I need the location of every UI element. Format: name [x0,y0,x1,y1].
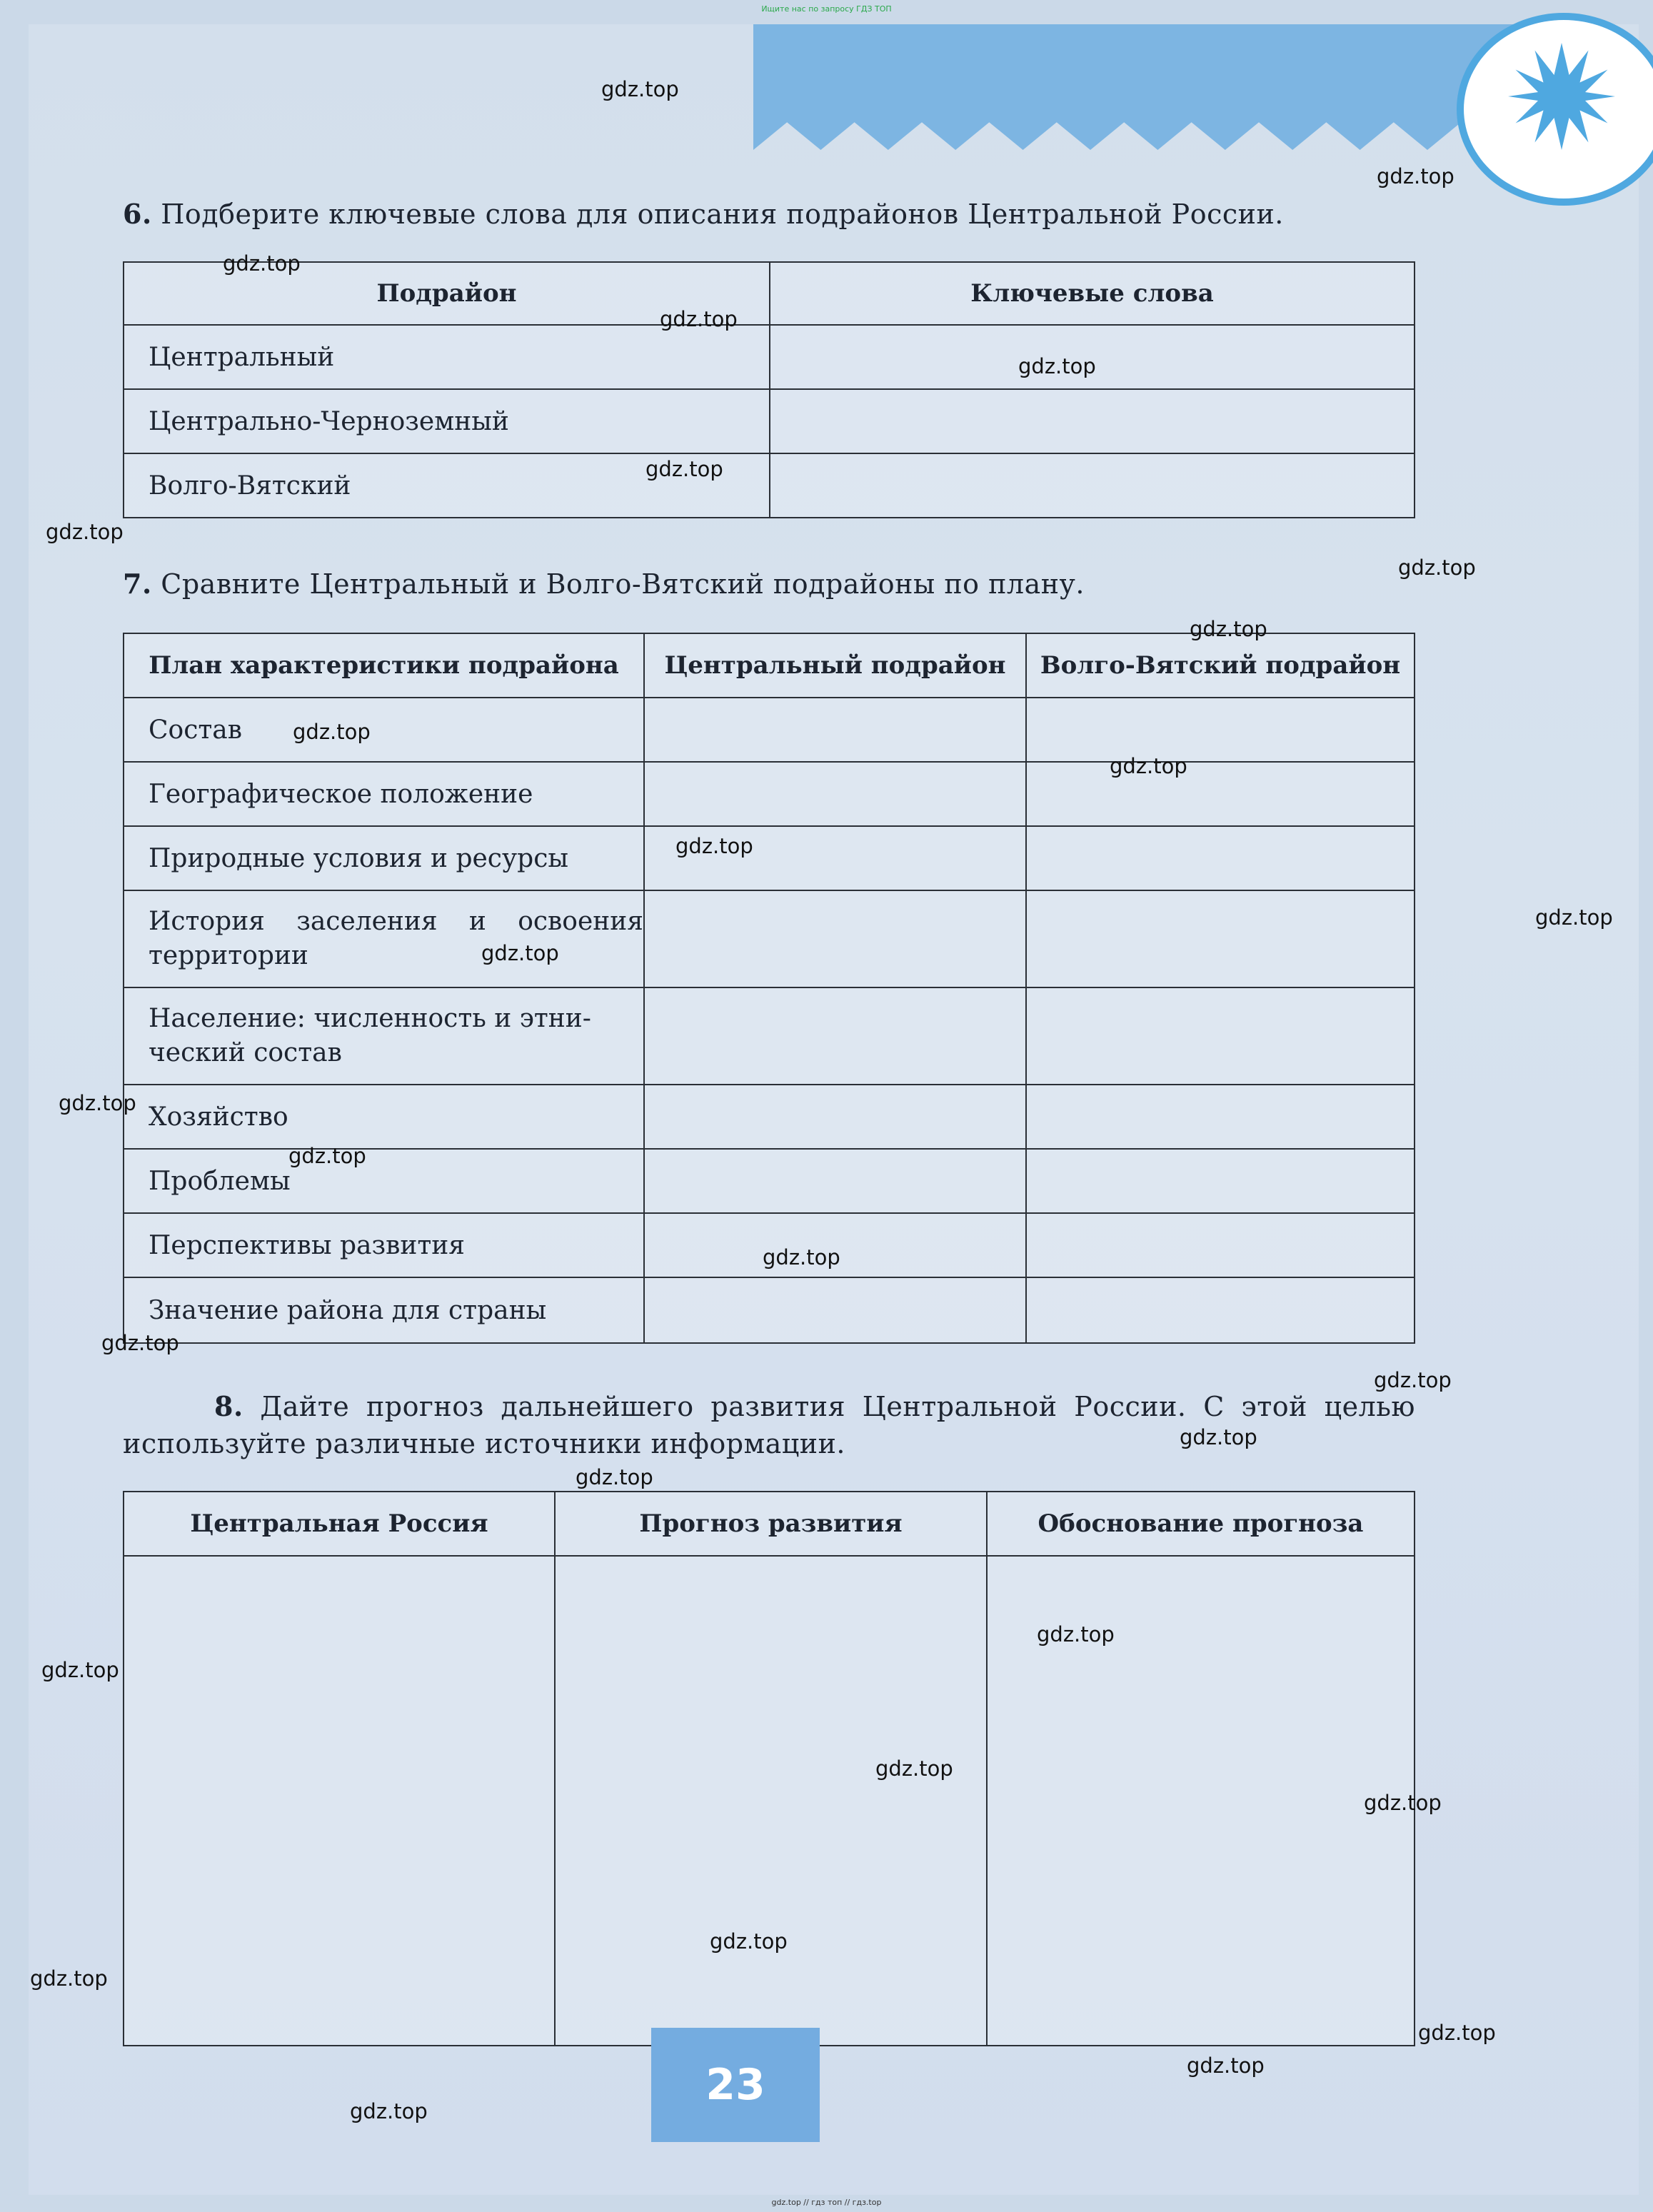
answer-cell[interactable] [644,987,1026,1085]
task-7-text: Сравните Центральный и Волго-Вятский подрайоны по плану. [161,568,1085,600]
watermark: gdz.top [1364,1791,1442,1815]
watermark: gdz.top [46,520,124,544]
watermark: gdz.top [293,720,371,744]
sun-icon [1508,43,1615,150]
watermark: gdz.top [576,1465,653,1489]
answer-cell[interactable] [644,1149,1026,1213]
watermark: gdz.top [1190,617,1267,641]
watermark: gdz.top [660,307,738,331]
watermark: gdz.top [1418,2021,1496,2045]
watermark: gdz.top [1110,754,1187,778]
bottom-note: gdz.top // гдз топ // гдз.top [771,2198,882,2207]
answer-cell[interactable] [1026,1213,1415,1277]
watermark: gdz.top [59,1091,136,1115]
watermark: gdz.top [1018,354,1096,378]
top-note: Ищите нас по запросу ГДЗ ТОП [761,4,892,14]
table-cell: Природные условия и ресурсы [124,826,644,890]
answer-cell[interactable] [644,890,1026,987]
watermark: gdz.top [710,1929,788,1954]
table-header: Обоснование прогноза [987,1492,1415,1556]
answer-cell[interactable] [644,1277,1026,1343]
answer-cell[interactable] [1026,762,1415,826]
table-cell: Географическое положение [124,762,644,826]
page-number: 23 [651,2028,820,2142]
table-header: Ключевые слова [770,262,1415,325]
watermark: gdz.top [1398,555,1476,580]
watermark: gdz.top [1535,905,1613,930]
table-cell: Население: численность и этни-ческий состав [124,987,644,1085]
task-6-table [123,261,1415,518]
answer-cell[interactable] [644,762,1026,826]
watermark: gdz.top [875,1756,953,1781]
watermark: gdz.top [223,251,301,276]
answer-cell[interactable] [1026,698,1415,762]
answer-cell[interactable] [1026,1277,1415,1343]
answer-cell[interactable] [770,389,1415,453]
table-header: Подрайон [124,262,770,325]
answer-cell[interactable] [1026,890,1415,987]
answer-cell[interactable] [1026,987,1415,1085]
answer-cell[interactable] [555,1556,987,2046]
watermark: gdz.top [1187,2053,1265,2078]
task-7-number: 7. [123,568,152,600]
answer-cell[interactable] [124,1556,555,2046]
table-header: Центральная Россия [124,1492,555,1556]
watermark: gdz.top [41,1658,119,1682]
watermark: gdz.top [601,77,679,101]
watermark: gdz.top [1037,1622,1115,1647]
watermark: gdz.top [1377,164,1454,188]
watermark: gdz.top [645,457,723,481]
table-cell: Центральный [124,325,770,389]
table-header: Прогноз развития [555,1492,987,1556]
table-cell: Значение района для страны [124,1277,644,1343]
answer-cell[interactable] [770,453,1415,518]
table-cell: Центрально-Черноземный [124,389,770,453]
task-7-prompt [123,565,1415,603]
table-cell: Перспективы развития [124,1213,644,1277]
answer-cell[interactable] [1026,826,1415,890]
watermark: gdz.top [350,2099,428,2123]
answer-cell[interactable] [644,698,1026,762]
table-header: План характеристики подрайона [124,633,644,698]
task-8-text: Дайте прогноз дальнейшего развития Центральной России. С этой целью используйте различные источники информации. [123,1391,1415,1459]
table-cell: Проблемы [124,1149,644,1213]
watermark: gdz.top [101,1331,179,1355]
table-header: Волго-Вятский подрайон [1026,633,1415,698]
watermark: gdz.top [1374,1368,1452,1392]
task-6-text: Подберите ключевые слова для описания подрайонов Центральной России. [161,198,1284,230]
answer-cell[interactable] [644,1085,1026,1149]
table-header: Центральный подрайон [644,633,1026,698]
watermark: gdz.top [30,1966,108,1991]
task-6-number: 6. [123,198,152,230]
task-6-prompt [123,196,1415,233]
table-cell: Волго-Вятский [124,453,770,518]
watermark: gdz.top [481,941,559,965]
watermark: gdz.top [288,1144,366,1168]
watermark: gdz.top [1180,1425,1257,1449]
watermark: gdz.top [763,1245,840,1270]
table-cell: Состав [124,698,644,762]
answer-cell[interactable] [1026,1085,1415,1149]
answer-cell[interactable] [1026,1149,1415,1213]
table-cell: Хозяйство [124,1085,644,1149]
task-8-number: 8. [214,1390,243,1422]
task-8-table [123,1491,1415,2046]
table-cell: История заселения и освоения территории [124,890,644,987]
watermark: gdz.top [675,834,753,858]
